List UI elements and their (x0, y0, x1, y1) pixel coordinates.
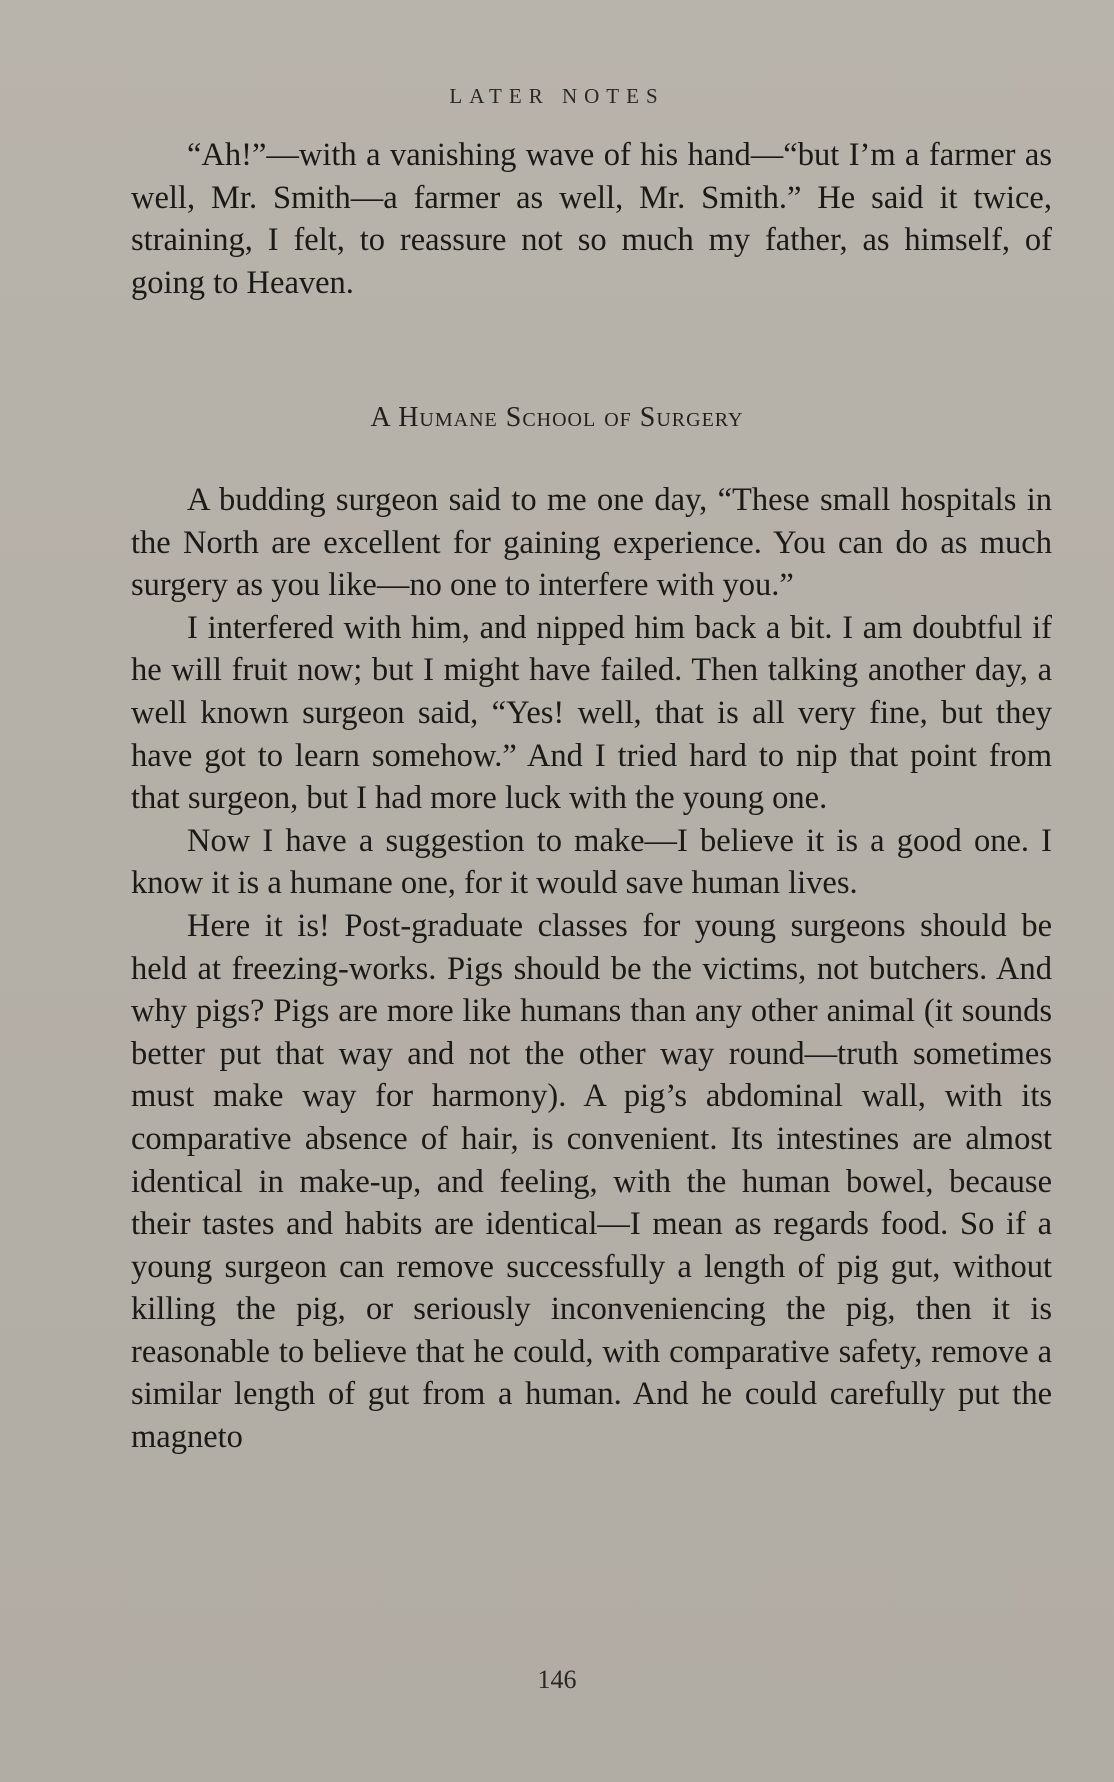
page-number: 146 (537, 1665, 577, 1694)
section-heading: A Humane School of Surgery (370, 402, 744, 433)
paragraph-3: Now I have a suggestion to make—I believe it is a good one. I know it is a humane one, for it would save human lives. (131, 822, 1052, 902)
section-body (131, 479, 1052, 1459)
running-head: LATER NOTES (449, 84, 665, 108)
paragraph-4: Here it is! Post-graduate classes for young surgeons should be held at freezing-works. Pigs should be the victims, not butchers. And why pigs? Pigs are more like humans than any other animal (it sounds better put that way and not the other way round—truth sometimes must make way for harmony). A pig’s abdominal wall, with its comparative absence of hair, is convenient. Its intestines are almost identical in make-up, and feeling, with the human bowel, because their tastes and habits are identical—I mean as regards food. So if a young surgeon can remove successfully a length of pig gut, without killing the pig, or seriously inconveniencing the pig, then it is reasonable to believe that he could, with comparative safety, remove a similar length of gut from a human. And he could carefully put the magneto (131, 907, 1052, 1456)
continuation-paragraph: “Ah!”—with a vanishing wave of his hand—“but I’m a farmer as well, Mr. Smith—a farmer as well, Mr. Smith.” He said it twice, straining, I felt, to reassure not so much my father, as himself, of going to Heaven. (131, 137, 1052, 301)
paragraph-1: A budding surgeon said to me one day, “These small hospitals in the North are excellent for gaining experience. You can do as much surgery as you like—no one to interfere with you.” (131, 482, 1052, 604)
paragraph-2: I interfered with him, and nipped him back a bit. I am doubtful if he will fruit now; but I might have failed. Then talking another day, a well known surgeon said, “Yes! well, that is all very fine, but they have got to learn somehow.” And I tried hard to nip that point from that surgeon, but I had more luck with the young one. (131, 609, 1052, 817)
continuation-text (131, 134, 1052, 304)
